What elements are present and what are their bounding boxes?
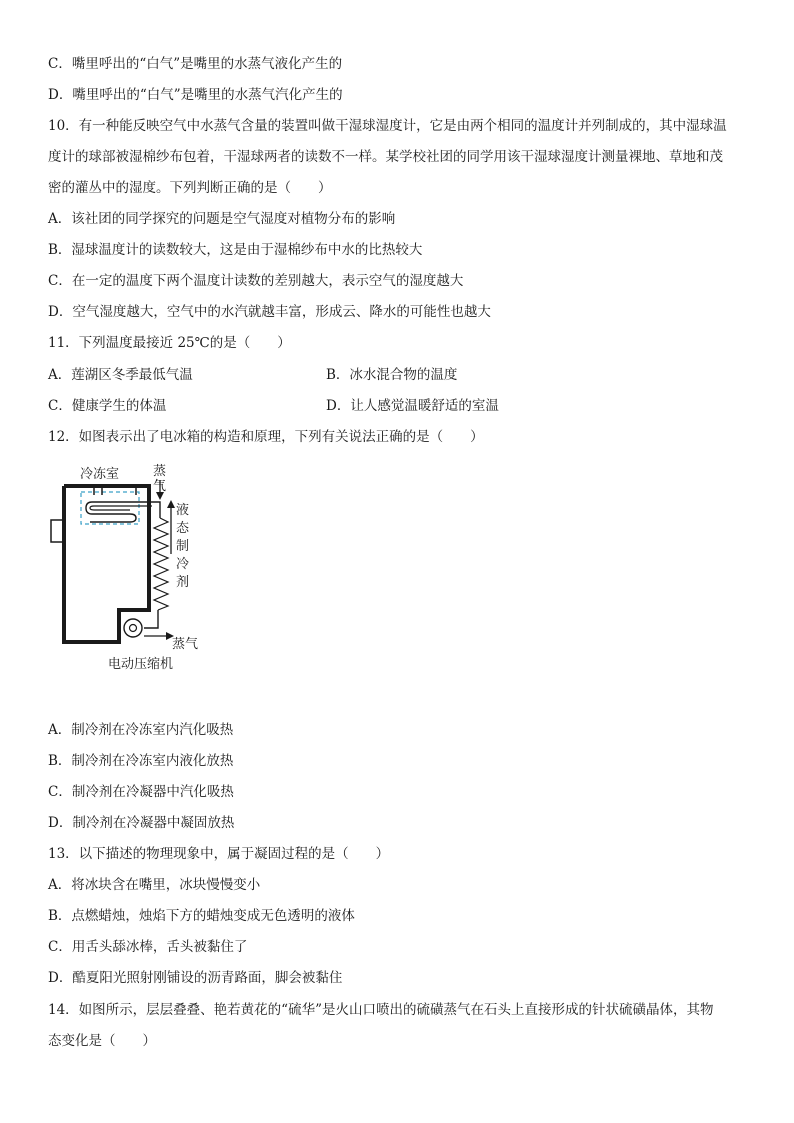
- q10-stem-line3: 密的灌丛中的湿度。下列判断正确的是（ ）: [48, 180, 332, 196]
- freezer-label: 冷冻室: [80, 467, 120, 482]
- liquid-char1: 液: [176, 503, 190, 518]
- q11-option-d: D．让人感觉温暖舒适的室温: [326, 398, 499, 414]
- q13-option-d: D．酷夏阳光照射刚铺设的沥青路面，脚会被黏住: [48, 970, 343, 986]
- q11-option-a: A．莲湖区冬季最低气温: [48, 367, 193, 383]
- q12-stem: 12．如图表示出了电冰箱的构造和原理，下列有关说法正确的是（ ）: [48, 429, 484, 445]
- q10-option-b: B．湿球温度计的读数较大，这是由于湿棉纱布中水的比热较大: [48, 242, 423, 258]
- q11-option-c: C．健康学生的体温: [48, 398, 167, 414]
- q13-option-c: C．用舌头舔冰棒，舌头被黏住了: [48, 939, 248, 955]
- q10-option-c: C．在一定的温度下两个温度计读数的差别越大，表示空气的湿度越大: [48, 273, 464, 289]
- vapor-top-char1: 蒸: [153, 464, 167, 479]
- q9-option-c: C．嘴里呼出的“白气”是嘴里的水蒸气液化产生的: [48, 56, 343, 72]
- vapor-bottom-label: 蒸气: [172, 637, 199, 652]
- q10-stem-line2: 度计的球部被湿棉纱布包着，干湿球两者的读数不一样。某学校社团的同学用该干湿球湿度计测量裸地、草地和茂: [48, 149, 723, 165]
- q11-option-b: B．冰水混合物的温度: [326, 367, 458, 383]
- refrigerator-diagram: [44, 458, 214, 678]
- q11-stem: 11．下列温度最接近 25℃的是（ ）: [48, 335, 291, 351]
- liquid-char4: 冷: [176, 557, 190, 572]
- q12-option-a: A．制冷剂在冷冻室内汽化吸热: [48, 722, 234, 738]
- compressor-label: 电动压缩机: [108, 657, 174, 672]
- q10-option-d: D．空气湿度越大，空气中的水汽就越丰富，形成云、降水的可能性也越大: [48, 304, 491, 320]
- vapor-top-char2: 气: [153, 479, 167, 494]
- q10-option-a: A．该社团的同学探究的问题是空气湿度对植物分布的影响: [48, 211, 396, 227]
- q10-stem-line1: 10．有一种能反映空气中水蒸气含量的装置叫做干湿球湿度计，它是由两个相同的温度计并列制成的，其中湿球温: [48, 118, 727, 134]
- q9-option-d: D．嘴里呼出的“白气”是嘴里的水蒸气汽化产生的: [48, 87, 343, 103]
- q13-option-a: A．将冰块含在嘴里，冰块慢慢变小: [48, 877, 261, 893]
- liquid-char2: 态: [176, 521, 190, 536]
- q14-stem-line1: 14．如图所示，层层叠叠、艳若黄花的“硫华”是火山口喷出的硫磺蒸气在石头上直接形成的针状硫磺晶体，其物: [48, 1002, 714, 1018]
- q12-option-b: B．制冷剂在冷冻室内液化放热: [48, 753, 234, 769]
- q12-option-d: D．制冷剂在冷凝器中凝固放热: [48, 815, 235, 831]
- q14-stem-line2: 态变化是（ ）: [48, 1033, 156, 1049]
- q13-option-b: B．点燃蜡烛，烛焰下方的蜡烛变成无色透明的液体: [48, 908, 355, 924]
- q12-option-c: C．制冷剂在冷凝器中汽化吸热: [48, 784, 234, 800]
- q13-stem: 13．以下描述的物理现象中，属于凝固过程的是（ ）: [48, 846, 390, 862]
- liquid-char3: 制: [176, 539, 190, 554]
- liquid-char5: 剂: [176, 575, 190, 590]
